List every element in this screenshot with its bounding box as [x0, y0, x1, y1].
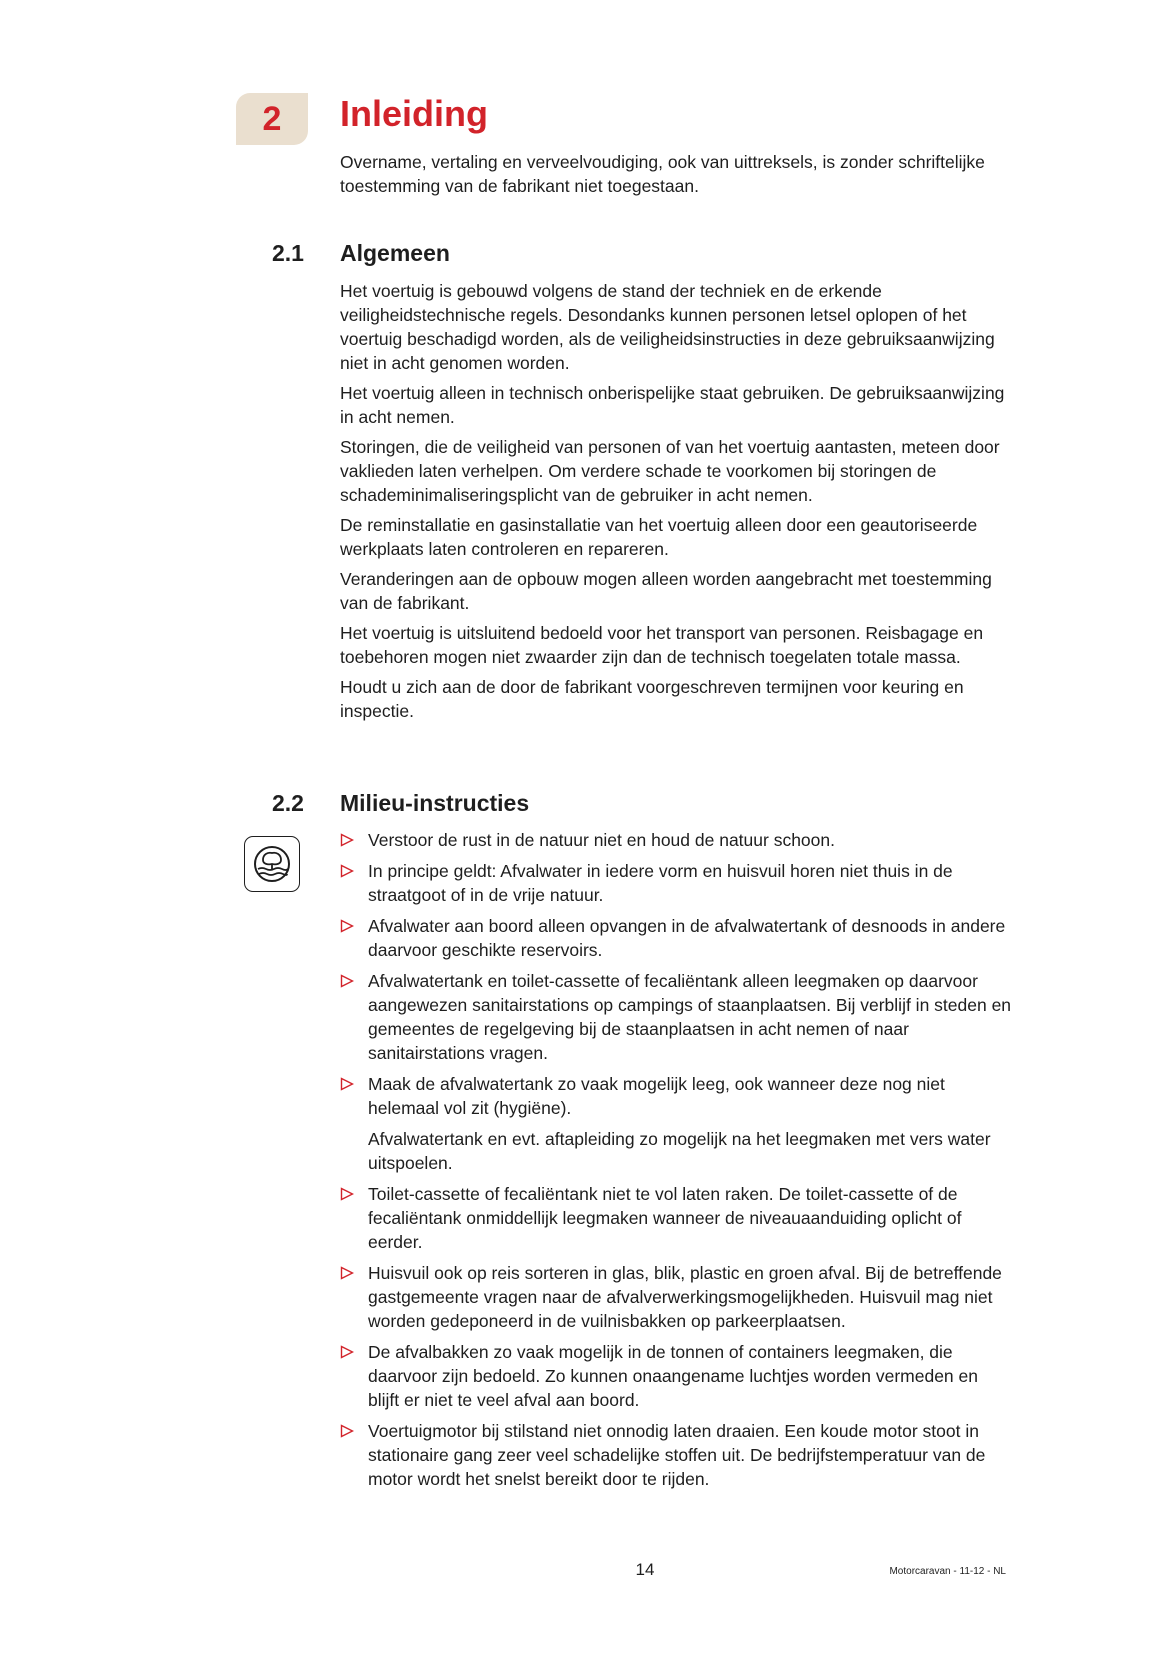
list-item	[340, 1340, 1012, 1412]
triangle-bullet-icon	[340, 974, 354, 988]
list-item	[340, 1261, 1012, 1333]
triangle-bullet-icon	[340, 833, 354, 847]
list-item-text: In principe geldt: Afvalwater in iedere vorm en huisvuil horen niet thuis in de straatgoot of in de vrije natuur.	[368, 861, 953, 905]
paragraph: De reminstallatie en gasinstallatie van het voertuig alleen door een geautoriseerde werkplaats laten controleren en repareren.	[340, 515, 978, 559]
list-item-text: Maak de afvalwatertank zo vaak mogelijk leeg, ook wanneer deze nog niet helemaal vol zit (hygiëne).	[368, 1074, 945, 1118]
chapter-title: Inleiding	[340, 93, 488, 134]
list-item	[340, 1072, 1012, 1175]
section-title-milieu-instructies: Milieu-instructies	[340, 790, 530, 816]
chapter-number-box	[236, 93, 308, 145]
page-number: 14	[635, 1560, 655, 1579]
triangle-bullet-icon	[340, 1266, 354, 1280]
list-item-text: Voertuigmotor bij stilstand niet onnodig laten draaien. Een koude motor stoot in stationaire gang zeer veel schadelijke stoffen uit. De bedrijfstemperatuur van de motor wordt het snelst bereikt door te rijden.	[368, 1421, 986, 1489]
environment-icon	[244, 836, 300, 892]
paragraph: Veranderingen aan de opbouw mogen alleen worden aangebracht met toestemming van de fabrikant.	[340, 569, 992, 613]
section-algemeen-body	[340, 279, 1012, 729]
paragraph: Het voertuig alleen in technisch onberispelijke staat gebruiken. De gebruiksaanwijzing in acht nemen.	[340, 383, 1005, 427]
section-number-2-1: 2.1	[272, 240, 304, 266]
list-item	[340, 1419, 1012, 1491]
triangle-bullet-icon	[340, 1077, 354, 1091]
list-item	[340, 828, 1012, 852]
section-number-2-2: 2.2	[272, 790, 304, 816]
list-item	[340, 859, 1012, 907]
triangle-bullet-icon	[340, 1345, 354, 1359]
chapter-intro: Overname, vertaling en verveelvoudiging, ook van uittreksels, is zonder schriftelijke toestemming van de fabrikant niet toegestaan.	[340, 152, 985, 196]
paragraph: Storingen, die de veiligheid van personen of van het voertuig aantasten, meteen door vaklieden laten verhelpen. Om verdere schade te voorkomen bij storingen de schademinimaliseringsplicht van de gebruiker in acht nemen.	[340, 437, 1000, 505]
list-item-text: Verstoor de rust in de natuur niet en houd de natuur schoon.	[368, 830, 835, 850]
chapter-intro-block	[340, 150, 1012, 204]
list-item	[340, 914, 1012, 962]
list-item	[340, 1182, 1012, 1254]
list-item-note: Afvalwatertank en evt. aftapleiding zo mogelijk na het leegmaken met vers water uitspoelen.	[368, 1129, 991, 1173]
chapter-number: 2	[262, 99, 282, 138]
paragraph: Het voertuig is gebouwd volgens de stand der techniek en de erkende veiligheidstechnische regels. Desondanks kunnen personen letsel oplopen of het voertuig beschadigd worden, als de veiligheidsinstructies in deze gebruiksaanwijzing niet in acht genomen worden.	[340, 281, 995, 373]
list-item-text: De afvalbakken zo vaak mogelijk in de tonnen of containers leegmaken, die daarvoor zijn bedoeld. Zo kunnen onaangename luchtjes worden vermeden en blijft er niet te veel afval aan boord.	[368, 1342, 978, 1410]
environment-instructions-list	[340, 828, 1012, 1498]
paragraph: Houdt u zich aan de door de fabrikant voorgeschreven termijnen voor keuring en inspectie.	[340, 677, 964, 721]
list-item-text: Afvalwatertank en toilet-cassette of fecaliëntank alleen leegmaken op daarvoor aangewezen sanitairstations op campings of staanplaatsen. Bij verblijf in steden en gemeentes de regelgeving bij de staanplaatsen in acht nemen of naar sanitairstations vragen.	[368, 971, 1012, 1063]
triangle-bullet-icon	[340, 864, 354, 878]
triangle-bullet-icon	[340, 919, 354, 933]
document-reference: Motorcaravan - 11-12 - NL	[889, 1566, 1006, 1577]
triangle-bullet-icon	[340, 1424, 354, 1438]
list-item	[340, 969, 1012, 1065]
paragraph: Het voertuig is uitsluitend bedoeld voor het transport van personen. Reisbagage en toebehoren mogen niet zwaarder zijn dan de technisch toegelaten totale massa.	[340, 623, 984, 667]
list-item-text: Toilet-cassette of fecaliëntank niet te vol laten raken. De toilet-cassette of de fecaliëntank onmiddellijk leegmaken wanneer de niveauaanduiding oplicht of eerder.	[368, 1184, 962, 1252]
triangle-bullet-icon	[340, 1187, 354, 1201]
list-item-text: Afvalwater aan boord alleen opvangen in de afvalwatertank of desnoods in andere daarvoor geschikte reservoirs.	[368, 916, 1006, 960]
section-title-algemeen: Algemeen	[340, 240, 450, 266]
list-item-text: Huisvuil ook op reis sorteren in glas, blik, plastic en groen afval. Bij de betreffende gastgemeente vragen naar de afvalverwerkingsmogelijkheden. Huisvuil mag niet worden gedeponeerd in de vuilnisbakken op parkeerplaatsen.	[368, 1263, 1002, 1331]
